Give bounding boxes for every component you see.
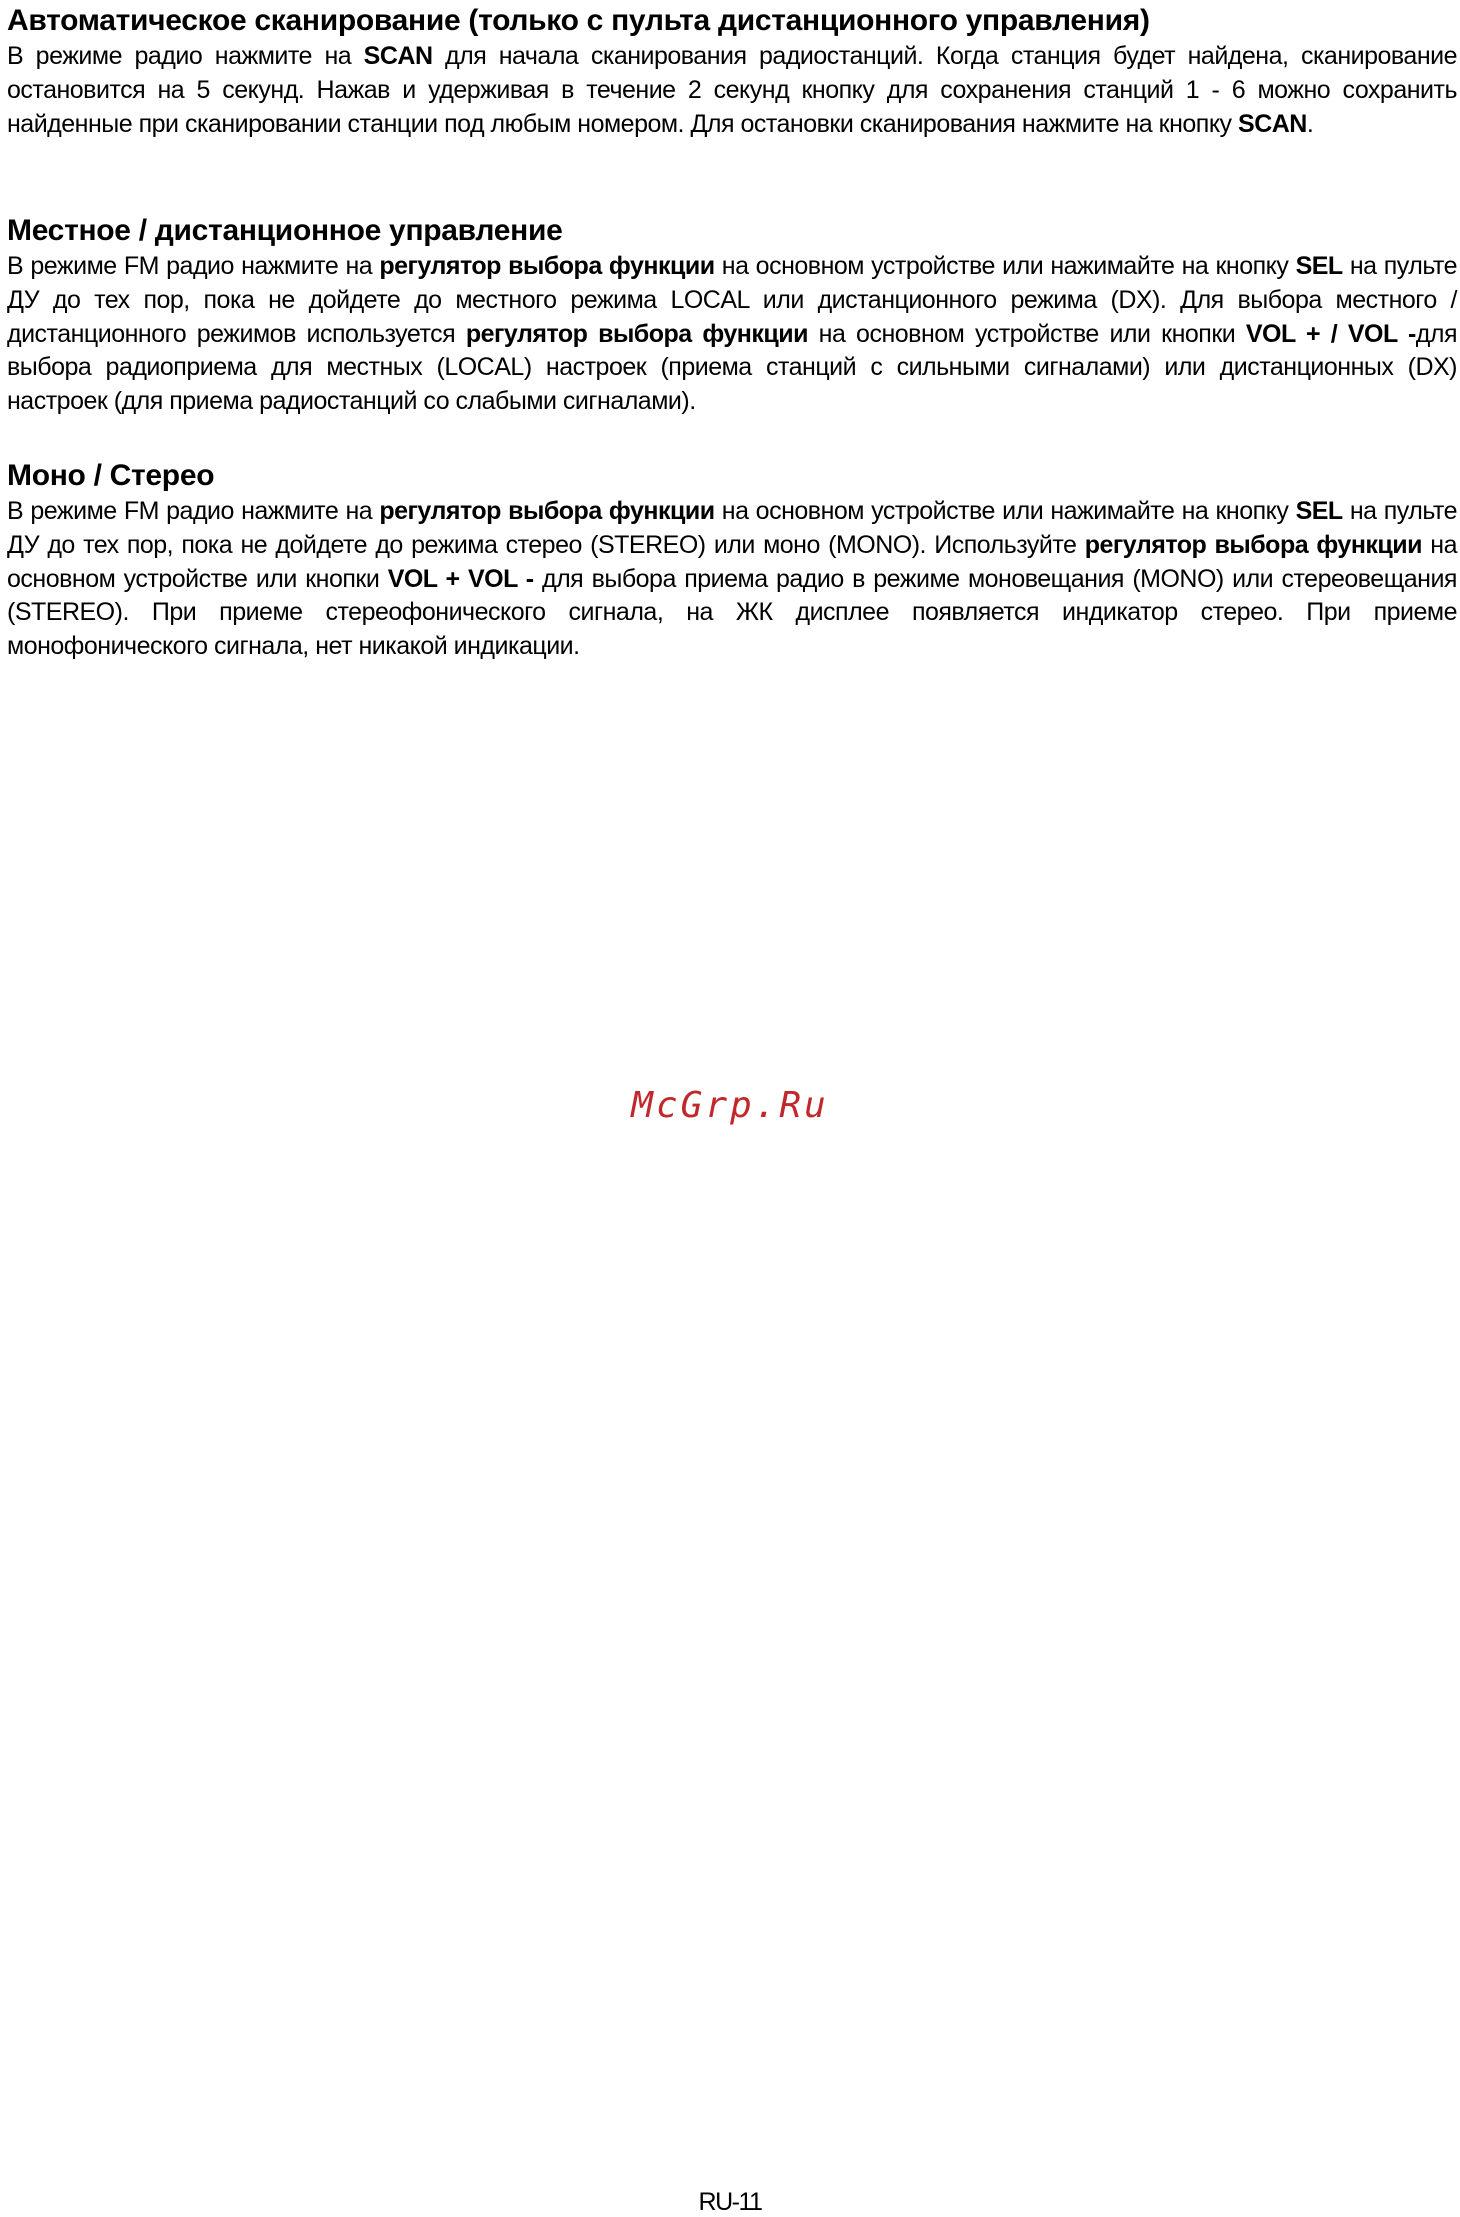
control-name-function-knob: регулятор выбора функции (379, 497, 715, 525)
section-auto-scan (7, 2, 1457, 141)
section-mono-stereo (7, 457, 1457, 664)
control-name-function-knob: регулятор выбора функции (379, 252, 715, 280)
button-name-sel: SEL (1295, 497, 1343, 525)
button-name-sel: SEL (1295, 252, 1343, 280)
button-name-vol: VOL + / VOL - (1245, 319, 1416, 348)
watermark: McGrp.Ru (631, 1085, 829, 1126)
section-local-dx (7, 212, 1457, 419)
section-heading: Местное / дистанционное управление (7, 214, 563, 247)
button-name-scan: SCAN (1238, 109, 1307, 138)
section-paragraph: В режиме FM радио нажмите на регулятор выбора функции на основном устройстве или нажимайте на кнопку SEL на пульте ДУ до тех пор, пока не дойдете до режима стерео (STEREO) или моно (MONO). Используйте регулятор выбора функции на основном устройстве или кнопки VOL + VOL - для выбора приема радио в режиме моновещания (MONO) или стереовещания (STEREO). При приеме стереофонического сигнала, на ЖК дисплее появляется индикатор стерео. При приеме монофонического сигнала, нет никакой индикации. (7, 497, 1457, 661)
button-name-scan: SCAN (363, 42, 433, 70)
section-heading: Автоматическое сканирование (только с пульта дистанционного управления) (7, 4, 1150, 37)
section-paragraph: В режиме FM радио нажмите на регулятор выбора функции на основном устройстве или нажимайте на кнопку SEL на пульте ДУ до тех пор, пока не дойдете до местного режима LOCAL или дистанционного режима (DX). Для выбора местного / дистанционного режимов используется регулятор выбора функции на основном устройстве или кнопки VOL + / VOL -для выбора радиоприема для местных (LOCAL) настроек (приема станций с сильными сигналами) или дистанционных (DX) настроек (для приема радиостанций со слабыми сигналами). (7, 252, 1457, 416)
button-name-vol: VOL + VOL - (387, 564, 534, 593)
section-paragraph: В режиме радио нажмите на SCAN для начала сканирования радиостанций. Когда станция будет найдена, сканирование остановится на 5 секунд. Нажав и удерживая в течение 2 секунд кнопку для сохранения станций 1 - 6 можно сохранить найденные при сканировании станции под любым номером. Для остановки сканирования нажмите на кнопку SCAN. (7, 42, 1457, 138)
section-heading: Моно / Стерео (7, 459, 215, 492)
control-name-function-knob: регулятор выбора функции (465, 319, 809, 348)
control-name-function-knob: регулятор выбора функции (1084, 530, 1423, 559)
page-number: RU-11 (698, 2188, 762, 2216)
